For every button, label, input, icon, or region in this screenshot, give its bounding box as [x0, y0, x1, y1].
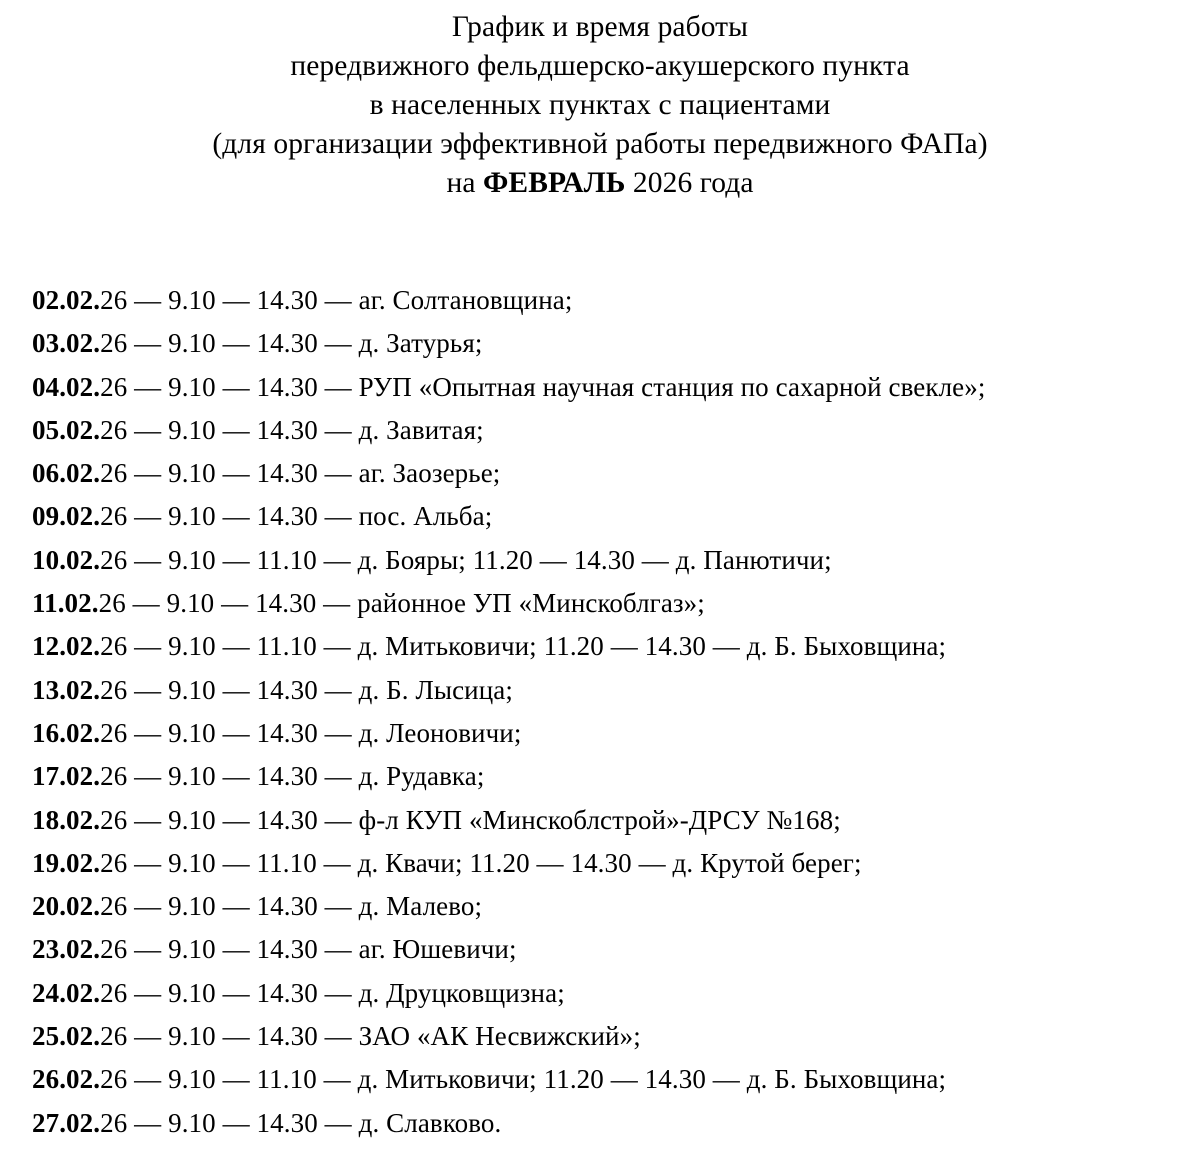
- schedule-entry-date: 27.02.: [32, 1107, 101, 1138]
- schedule-entry-date: 25.02.: [32, 1021, 101, 1052]
- schedule-entry: [32, 539, 1182, 582]
- schedule-entry-details: 26 — 9.10 — 11.10 — д. Митьковичи; 11.20 — 14.30 — д. Б. Быховщина;: [100, 1064, 947, 1095]
- schedule-entry-details: 26 — 9.10 — 14.30 — д. Славково.: [100, 1107, 502, 1138]
- schedule-entry: [32, 842, 1182, 885]
- schedule-entry-date: 09.02.: [32, 501, 101, 532]
- schedule-entry: [32, 885, 1182, 928]
- schedule-entry-details: 26 — 9.10 — 14.30 — д. Рудавка;: [100, 761, 485, 792]
- schedule-entry: [32, 928, 1182, 971]
- schedule-entry-date: 24.02.: [32, 977, 101, 1008]
- schedule-entry-details: 26 — 9.10 — 14.30 — ф-л КУП «Минскоблстрой»-ДРСУ №168;: [100, 804, 841, 835]
- schedule-entry-date: 12.02.: [32, 631, 101, 662]
- schedule-entry-date: 16.02.: [32, 717, 101, 748]
- schedule-entry-details: 26 — 9.10 — 14.30 — ЗАО «АК Несвижский»;: [100, 1021, 641, 1052]
- schedule-entry-date: 05.02.: [32, 414, 101, 445]
- schedule-entry-date: 03.02.: [32, 328, 101, 359]
- schedule-list: [32, 279, 1182, 1145]
- page-title-line-2: передвижного фельдшерско-акушерского пункта: [290, 50, 910, 82]
- schedule-entry: [32, 755, 1182, 798]
- schedule-entry-details: 26 — 9.10 — 14.30 — д. Затурья;: [100, 328, 483, 359]
- title-year-suffix: 2026 года: [625, 167, 754, 199]
- schedule-entry: [32, 625, 1182, 668]
- page-title-line-3: в населенных пунктах с пациентами: [369, 89, 831, 121]
- schedule-entry-details: 26 — 9.10 — 14.30 — д. Малево;: [100, 891, 483, 922]
- schedule-entry-details: 26 — 9.10 — 11.10 — д. Бояры; 11.20 — 14.30 — д. Панютичи;: [100, 544, 832, 575]
- schedule-entry-date: 04.02.: [32, 371, 101, 402]
- schedule-entry: [32, 1015, 1182, 1058]
- title-month-prefix: на: [446, 167, 483, 199]
- schedule-entry-details: 26 — 9.10 — 11.10 — д. Митьковичи; 11.20 — 14.30 — д. Б. Быховщина;: [100, 631, 947, 662]
- schedule-entry-details: 26 — 9.10 — 11.10 — д. Квачи; 11.20 — 14.30 — д. Крутой берег;: [100, 847, 862, 878]
- schedule-entry: [32, 366, 1182, 409]
- schedule-entry: [32, 1058, 1182, 1101]
- schedule-entry: [32, 799, 1182, 842]
- schedule-entry-details: 26 — 9.10 — 14.30 — районное УП «Минскоблгаз»;: [98, 588, 705, 619]
- schedule-entry-details: 26 — 9.10 — 14.30 — д. Друцковщизна;: [100, 977, 565, 1008]
- schedule-entry: [32, 322, 1182, 365]
- schedule-entry-details: 26 — 9.10 — 14.30 — д. Завитая;: [100, 414, 484, 445]
- schedule-entry-date: 26.02.: [32, 1064, 101, 1095]
- schedule-entry: [32, 452, 1182, 495]
- schedule-entry-details: 26 — 9.10 — 14.30 — аг. Юшевичи;: [100, 934, 517, 965]
- schedule-entry: [32, 972, 1182, 1015]
- schedule-entry-date: 18.02.: [32, 804, 101, 835]
- schedule-entry: [32, 582, 1182, 625]
- schedule-entry-details: 26 — 9.10 — 14.30 — пос. Альба;: [100, 501, 493, 532]
- title-month-name: ФЕВРАЛЬ: [483, 167, 626, 199]
- schedule-entry-date: 02.02.: [32, 285, 101, 315]
- schedule-entry-details: 26 — 9.10 — 14.30 — д. Б. Лысица;: [100, 674, 513, 705]
- schedule-entry: [32, 279, 1182, 322]
- schedule-entry-date: 13.02.: [32, 674, 101, 705]
- schedule-entry-date: 20.02.: [32, 891, 101, 922]
- schedule-entry-details: 26 — 9.10 — 14.30 — РУП «Опытная научная станция по сахарной свекле»;: [100, 371, 986, 402]
- schedule-entry-details: 26 — 9.10 — 14.30 — аг. Заозерье;: [100, 458, 501, 489]
- schedule-entry: [32, 669, 1182, 712]
- page-title-line-5: [0, 164, 1200, 203]
- page-title-line-1: График и время работы: [451, 11, 749, 43]
- schedule-entry: [32, 712, 1182, 755]
- schedule-entry: [32, 495, 1182, 538]
- schedule-entry-date: 17.02.: [32, 761, 101, 792]
- schedule-entry-date: 10.02.: [32, 544, 101, 575]
- schedule-entry-date: 19.02.: [32, 847, 101, 878]
- document-title-block: [0, 0, 1200, 203]
- schedule-entry-details: 26 — 9.10 — 14.30 — д. Леоновичи;: [100, 717, 522, 748]
- schedule-entry-date: 06.02.: [32, 458, 101, 489]
- schedule-entry: [32, 1102, 1182, 1145]
- schedule-entry: [32, 409, 1182, 452]
- schedule-entry-details: 26 — 9.10 — 14.30 — аг. Солтановщина;: [100, 285, 573, 315]
- schedule-entry-date: 23.02.: [32, 934, 101, 965]
- page-title-line-4: (для организации эффективной работы передвижного ФАПа): [212, 128, 988, 160]
- schedule-entry-date: 11.02.: [32, 588, 99, 619]
